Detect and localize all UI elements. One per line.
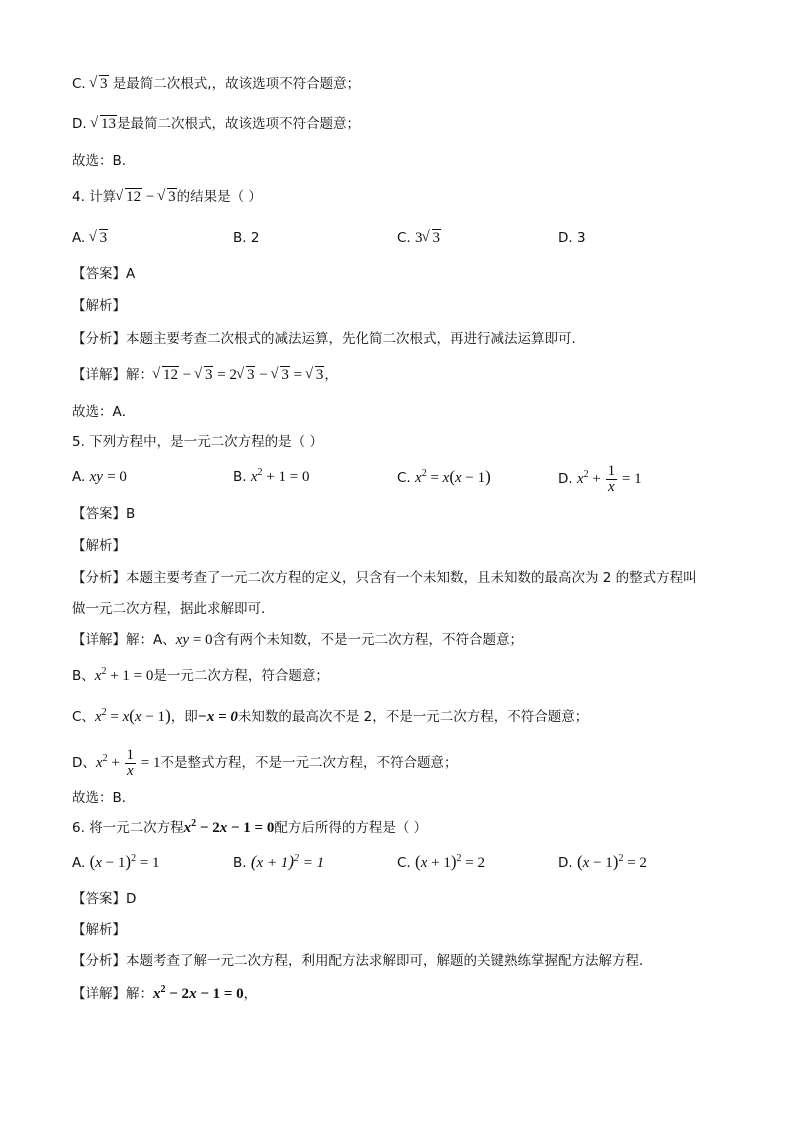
q4-option-c: C. 3√ 3 — [397, 228, 441, 248]
q6-option-d: D. $(x - 1)^2 = 2$ — [558, 852, 647, 871]
q6-answer: 【答案】D — [72, 891, 137, 907]
q4-option-b: B. 2 — [233, 230, 260, 246]
q5-analysis-line-1: 【分析】本题主要考查了一元二次方程的定义，只含有一个未知数，且未知数的最高次为 2 的整式方程叫 — [72, 570, 697, 586]
q6-analysis: 【分析】本题考查了解一元二次方程，利用配方法求解即可，解题的关键熟练掌握配方法解方程． — [72, 953, 653, 969]
option-c-explanation: C. √ 3 是最简二次根式,，故该选项不符合题意； — [72, 74, 360, 94]
q4-option-d: D. 3 — [558, 230, 586, 246]
sqrt-3: √ 3 — [90, 74, 109, 94]
q6-option-b: B. $(x + 1)^2 = 1$ — [233, 852, 325, 871]
q5-answer: 【答案】B — [72, 506, 136, 522]
selection-b: 故选：B. — [72, 153, 127, 169]
q5-analysis-line-2: 做一元二次方程，据此求解即可． — [72, 601, 275, 617]
q5-solution-d: D、$x^2$ + $\frac{1}{x}$ = 1不是整式方程，不是一元二次方程，不符合题意； — [72, 747, 458, 779]
q5-analysis-heading: 【解析】 — [72, 538, 126, 554]
q6-option-a: A. $(x - 1)^2 = 1$ — [72, 852, 160, 871]
q4-selection: 故选：A． — [72, 404, 136, 420]
q6-analysis-heading: 【解析】 — [72, 922, 126, 938]
q4-analysis: 【分析】本题主要考查二次根式的减法运算，先化简二次根式，再进行减法运算即可． — [72, 331, 585, 347]
question-4: 4. 计算√ 12 − √ 3的结果是（ ） — [72, 187, 262, 207]
q5-option-a: A. xy = 0 — [72, 469, 127, 485]
q4-option-a: A. √ 3 — [72, 228, 108, 248]
q4-solution: 【详解】解：√ 12 − √ 3 = 2√ 3 − √ 3 = √ 3， — [72, 365, 338, 385]
q4-analysis-heading: 【解析】 — [72, 298, 126, 314]
q5-solution-c: C、$x^2 = x(x - 1)$，即−x = 0未知数的最高次不是 2，不是一元二次方程，不符合题意； — [72, 706, 589, 725]
q5-solution-b: B、$x^2 + 1 = 0$是一元二次方程，符合题意； — [72, 666, 329, 684]
q5-solution-a: 【详解】解：A、xy = 0含有两个未知数，不是一元二次方程，不符合题意； — [72, 632, 524, 648]
q5-option-d: D. $x^2$ + $\frac{1}{x}$ = 1 — [558, 463, 642, 495]
sqrt-13: √ 13 — [91, 114, 117, 134]
option-d-explanation: D. √ 13是最简二次根式，故该选项不符合题意； — [72, 114, 360, 134]
q5-option-c: C. $x^2 = x(x - 1)$ — [397, 467, 491, 486]
q6-option-c: C. $(x + 1)^2 = 2$ — [397, 852, 485, 871]
q4-answer: 【答案】A — [72, 266, 136, 282]
q6-solution: 【详解】解：$x^2 - 2x - 1 = 0$， — [72, 984, 258, 1002]
question-6: 6. 将一元二次方程$x^2 - 2x - 1 = 0$配方后所得的方程是（ ） — [72, 818, 428, 836]
q5-option-b: B. $x^2 + 1 = 0$ — [233, 467, 310, 485]
question-5: 5. 下列方程中，是一元二次方程的是（ ） — [72, 434, 323, 450]
q5-selection: 故选：B． — [72, 790, 136, 806]
